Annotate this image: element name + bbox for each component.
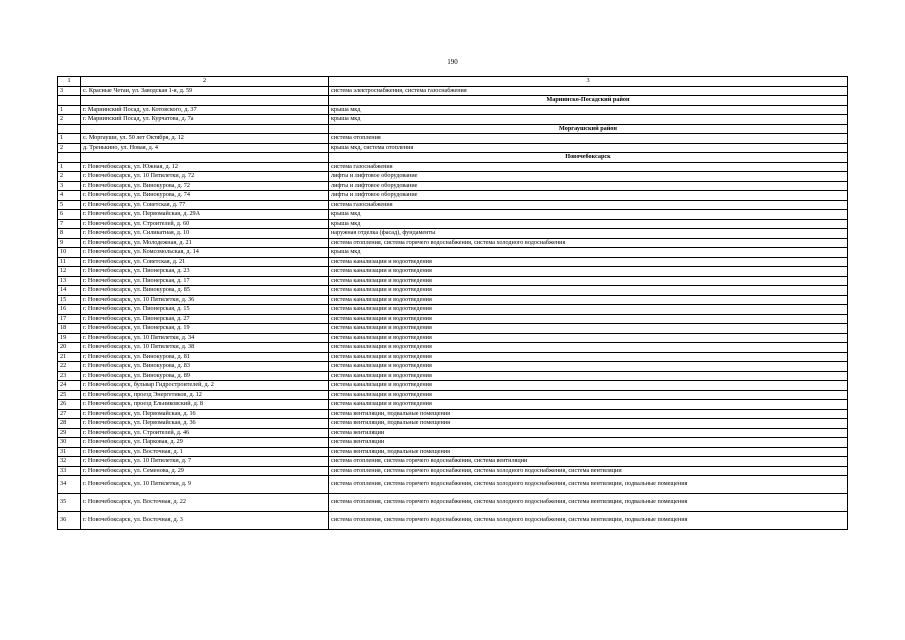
address-cell: г. Мариинский Посад, ул. Котовского, д. 37 [81, 105, 329, 115]
address-cell: г. Новочебоксарск, ул. Винокурова, д. 83 [81, 362, 329, 372]
row-number: 28 [58, 419, 81, 429]
repair-works-table [57, 76, 848, 530]
address-cell: г. Новочебоксарск, ул. 10 Пятилетки, д. 7 [81, 457, 329, 467]
section-empty-cell [81, 124, 329, 134]
work-type-cell: система газоснабжения [329, 162, 848, 172]
table-row [58, 295, 848, 305]
address-cell: г. Новочебоксарск, ул. 10 Пятилетки, д. 36 [81, 295, 329, 305]
address-cell: с. Красные Четаи, ул. Заводская 1-я, д. 59 [81, 86, 329, 96]
row-number: 21 [58, 352, 81, 362]
table-row [58, 428, 848, 438]
row-number: 5 [58, 200, 81, 210]
row-number: 1 [58, 105, 81, 115]
address-cell: г. Новочебоксарск, ул. Пионерская, д. 23 [81, 267, 329, 277]
address-cell: г. Новочебоксарск, ул. Советская, д. 21 [81, 257, 329, 267]
table-row [58, 409, 848, 419]
address-cell: г. Новочебоксарск, ул. 10 Пятилетки, д. 72 [81, 172, 329, 182]
address-cell: г. Новочебоксарск, ул. Парковая, д. 29 [81, 438, 329, 448]
work-type-cell: система канализации и водоотведения [329, 267, 848, 277]
table-row [58, 512, 848, 530]
row-number: 2 [58, 172, 81, 182]
work-type-cell: система канализации и водоотведения [329, 343, 848, 353]
work-type-cell: крыша мкд [329, 115, 848, 125]
work-type-cell: система вентиляции, подвальные помещения [329, 409, 848, 419]
section-heading-row [58, 153, 848, 163]
row-number: 3 [58, 181, 81, 191]
address-cell: г. Новочебоксарск, проезд Энергетиков, д. 12 [81, 390, 329, 400]
address-cell: г. Новочебоксарск, ул. Восточная, д. 3 [81, 512, 329, 530]
work-type-cell: лифты и лифтовое оборудование [329, 191, 848, 201]
address-cell: г. Новочебоксарск, ул. Винокурова, д. 72 [81, 181, 329, 191]
row-number: 35 [58, 494, 81, 512]
column-number-2: 2 [81, 77, 329, 87]
table-row [58, 362, 848, 372]
work-type-cell: крыша мкд [329, 248, 848, 258]
row-number: 2 [58, 115, 81, 125]
table-row [58, 210, 848, 220]
row-number: 36 [58, 512, 81, 530]
row-number: 32 [58, 457, 81, 467]
address-cell: г. Новочебоксарск, ул. 10 Пятилетки, д. 9 [81, 476, 329, 494]
section-heading-row [58, 96, 848, 106]
address-cell: г. Новочебоксарск, ул. Первомайская, д. 16 [81, 409, 329, 419]
row-number: 4 [58, 191, 81, 201]
table-row [58, 476, 848, 494]
work-type-cell: лифты и лифтовое оборудование [329, 181, 848, 191]
work-type-cell: наружная отделка (фасад), фундаменты [329, 229, 848, 239]
table-row [58, 494, 848, 512]
address-cell: г. Новочебоксарск, ул. Пионерская, д. 27 [81, 314, 329, 324]
work-type-cell: крыша мкд, система отопления [329, 143, 848, 153]
row-number: 26 [58, 400, 81, 410]
address-cell: г. Новочебоксарск, ул. Винокурова, д. 74 [81, 191, 329, 201]
row-number: 3 [58, 86, 81, 96]
row-number: 15 [58, 295, 81, 305]
table-row [58, 305, 848, 315]
work-type-cell: система канализации и водоотведения [329, 324, 848, 334]
table-row [58, 238, 848, 248]
row-number: 22 [58, 362, 81, 372]
work-type-cell: система отопления, система горячего водоснабжения, система холодного водоснабжения, система вентиляции, подвальные помещения [329, 476, 848, 494]
table-row [58, 286, 848, 296]
table-row [58, 257, 848, 267]
row-number: 12 [58, 267, 81, 277]
row-number: 19 [58, 333, 81, 343]
address-cell: г. Новочебоксарск, ул. Южная, д. 12 [81, 162, 329, 172]
column-number-1: 1 [58, 77, 81, 87]
work-type-cell: система отопления, система горячего водоснабжения, система холодного водоснабжения [329, 238, 848, 248]
address-cell: г. Новочебоксарск, ул. Строителей, д. 60 [81, 219, 329, 229]
row-number: 10 [58, 248, 81, 258]
table-row [58, 314, 848, 324]
row-number: 1 [58, 162, 81, 172]
row-number: 25 [58, 390, 81, 400]
table-row [58, 419, 848, 429]
row-number: 24 [58, 381, 81, 391]
table-row [58, 400, 848, 410]
work-type-cell: система электроснабжения, система газоснабжения [329, 86, 848, 96]
row-number: 31 [58, 447, 81, 457]
address-cell: г. Новочебоксарск, ул. 10 Пятилетки, д. 34 [81, 333, 329, 343]
row-number: 18 [58, 324, 81, 334]
row-number: 6 [58, 210, 81, 220]
section-title: Новочебоксарск [329, 153, 848, 163]
address-cell: д. Тренькино, ул. Новая, д. 4 [81, 143, 329, 153]
row-number: 13 [58, 276, 81, 286]
table-row [58, 438, 848, 448]
row-number: 17 [58, 314, 81, 324]
work-type-cell: система канализации и водоотведения [329, 333, 848, 343]
table-row [58, 466, 848, 476]
work-type-cell: система отопления, система горячего водоснабжения, система холодного водоснабжения, система вентиляции, подвальные помещения [329, 494, 848, 512]
table-row [58, 143, 848, 153]
address-cell: г. Новочебоксарск, ул. Первомайская, д. 36 [81, 419, 329, 429]
work-type-cell: система канализации и водоотведения [329, 390, 848, 400]
row-number: 23 [58, 371, 81, 381]
address-cell: с. Моргауши, ул. 50 лет Октября, д. 12 [81, 134, 329, 144]
address-cell: г. Новочебоксарск, ул. Восточная, д. 1 [81, 447, 329, 457]
section-empty-cell [81, 96, 329, 106]
section-empty-cell [58, 124, 81, 134]
table-row [58, 115, 848, 125]
work-type-cell: система вентиляции [329, 428, 848, 438]
address-cell: г. Новочебоксарск, ул. Семенова, д. 29 [81, 466, 329, 476]
row-number: 7 [58, 219, 81, 229]
table-row [58, 181, 848, 191]
row-number: 2 [58, 143, 81, 153]
work-type-cell: крыша мкд [329, 219, 848, 229]
row-number: 20 [58, 343, 81, 353]
work-type-cell: система канализации и водоотведения [329, 276, 848, 286]
address-cell: г. Новочебоксарск, ул. Пионерская, д. 17 [81, 276, 329, 286]
table-row [58, 134, 848, 144]
column-number-row [58, 77, 848, 87]
row-number: 34 [58, 476, 81, 494]
table-row [58, 390, 848, 400]
section-title: Мариинско-Посадский район [329, 96, 848, 106]
address-cell: г. Новочебоксарск, ул. Первомайская, д. 29А [81, 210, 329, 220]
row-number: 16 [58, 305, 81, 315]
table-row [58, 267, 848, 277]
row-number: 1 [58, 134, 81, 144]
work-type-cell: система отопления [329, 134, 848, 144]
address-cell: г. Новочебоксарск, ул. Силикатная, д. 10 [81, 229, 329, 239]
table-body [58, 77, 848, 530]
address-cell: г. Новочебоксарск, ул. Комсомольская, д. 14 [81, 248, 329, 258]
work-type-cell: система канализации и водоотведения [329, 381, 848, 391]
address-cell: г. Новочебоксарск, ул. 10 Пятилетки, д. 38 [81, 343, 329, 353]
row-number: 9 [58, 238, 81, 248]
work-type-cell: система канализации и водоотведения [329, 371, 848, 381]
work-type-cell: крыша мкд [329, 105, 848, 115]
table-row [58, 172, 848, 182]
row-number: 33 [58, 466, 81, 476]
table-row [58, 105, 848, 115]
work-type-cell: система канализации и водоотведения [329, 295, 848, 305]
table-row [58, 457, 848, 467]
row-number: 8 [58, 229, 81, 239]
work-type-cell: система газоснабжения [329, 200, 848, 210]
page-number: 190 [447, 58, 458, 66]
work-type-cell: система канализации и водоотведения [329, 305, 848, 315]
address-cell: г. Новочебоксарск, ул. Советская, д. 77 [81, 200, 329, 210]
table-row [58, 447, 848, 457]
row-number: 14 [58, 286, 81, 296]
address-cell: г. Новочебоксарск, ул. Строителей, д. 46 [81, 428, 329, 438]
section-empty-cell [81, 153, 329, 163]
address-cell: г. Новочебоксарск, ул. Пионерская, д. 15 [81, 305, 329, 315]
row-number: 29 [58, 428, 81, 438]
table-row [58, 191, 848, 201]
table-row [58, 343, 848, 353]
work-type-cell: крыша мкд [329, 210, 848, 220]
address-cell: г. Новочебоксарск, бульвар Гидростроителей, д. 2 [81, 381, 329, 391]
work-type-cell: система вентиляции [329, 438, 848, 448]
work-type-cell: система отопления, система горячего водоснабжения, система вентиляции [329, 457, 848, 467]
table-row [58, 333, 848, 343]
address-cell: г. Новочебоксарск, ул. Винокурова, д. 81 [81, 352, 329, 362]
table-row [58, 200, 848, 210]
address-cell: г. Новочебоксарск, ул. Молодежная, д. 21 [81, 238, 329, 248]
work-type-cell: система канализации и водоотведения [329, 286, 848, 296]
address-cell: г. Мариинский Посад, ул. Курчатова, д. 7а [81, 115, 329, 125]
work-type-cell: система канализации и водоотведения [329, 400, 848, 410]
section-title: Моргаушский район [329, 124, 848, 134]
work-type-cell: система канализации и водоотведения [329, 362, 848, 372]
table-row [58, 324, 848, 334]
work-type-cell: система канализации и водоотведения [329, 314, 848, 324]
row-number: 11 [58, 257, 81, 267]
address-cell: г. Новочебоксарск, ул. Пионерская, д. 19 [81, 324, 329, 334]
table-row [58, 229, 848, 239]
section-empty-cell [58, 153, 81, 163]
work-type-cell: система канализации и водоотведения [329, 257, 848, 267]
address-cell: г. Новочебоксарск, ул. Винокурова, д. 89 [81, 371, 329, 381]
address-cell: г. Новочебоксарск, проезд Ельниковский, д. 8 [81, 400, 329, 410]
address-cell: г. Новочебоксарск, ул. Восточная, д. 22 [81, 494, 329, 512]
row-number: 30 [58, 438, 81, 448]
table-row [58, 371, 848, 381]
column-number-3: 3 [329, 77, 848, 87]
table-row [58, 352, 848, 362]
address-cell: г. Новочебоксарск, ул. Винокурова, д. 85 [81, 286, 329, 296]
work-type-cell: система отопления, система горячего водоснабжения, система холодного водоснабжения, система вентиляции, подвальные помещения [329, 512, 848, 530]
row-number: 27 [58, 409, 81, 419]
table-row [58, 276, 848, 286]
table-row [58, 86, 848, 96]
table-row [58, 162, 848, 172]
section-empty-cell [58, 96, 81, 106]
table-row [58, 248, 848, 258]
table-row [58, 219, 848, 229]
work-type-cell: система канализации и водоотведения [329, 352, 848, 362]
work-type-cell: система вентиляции, подвальные помещения [329, 419, 848, 429]
work-type-cell: система отопления, система горячего водоснабжения, система холодного водоснабжения, система вентиляции [329, 466, 848, 476]
section-heading-row [58, 124, 848, 134]
table-row [58, 381, 848, 391]
work-type-cell: лифты и лифтовое оборудование [329, 172, 848, 182]
work-type-cell: система вентиляции, подвальные помещения [329, 447, 848, 457]
